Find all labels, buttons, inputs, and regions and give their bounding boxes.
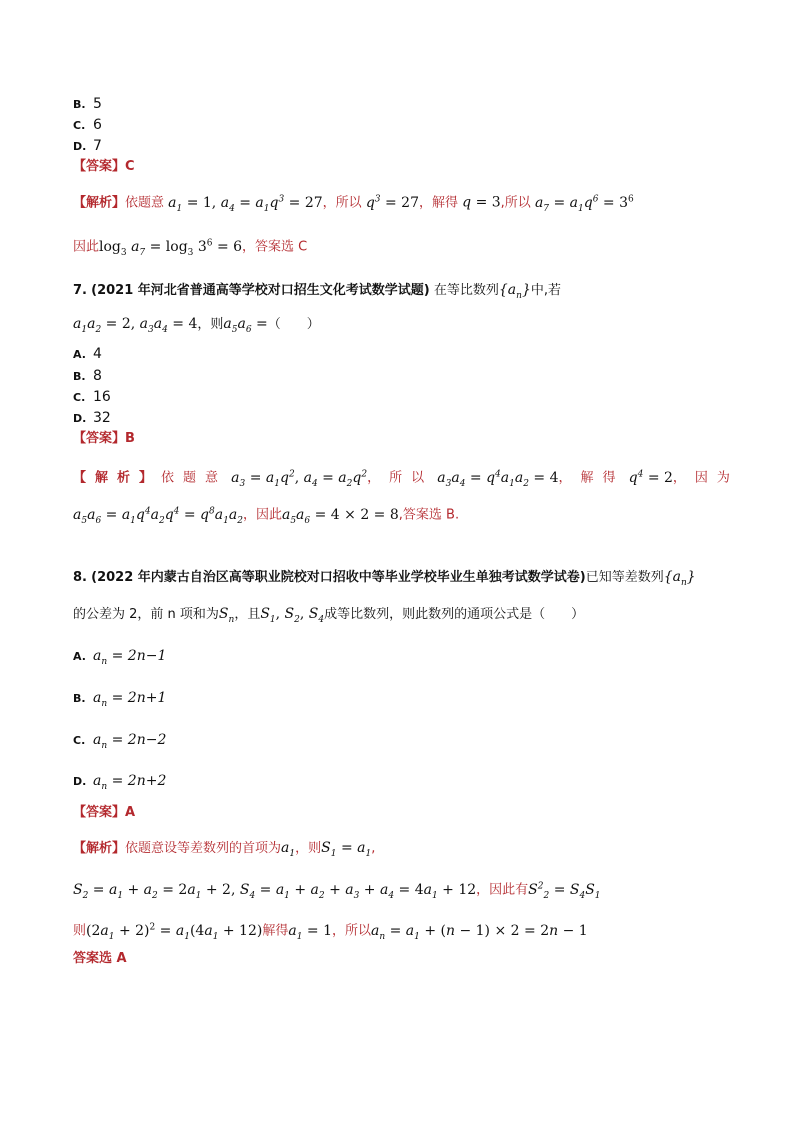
analysis-label: 【解析】 — [73, 195, 126, 211]
question-source: (2022 年内蒙古自治区高等职业院校对口招收中等毕业学校毕业生单独考试数学试卷) — [91, 570, 586, 585]
answer-label: 【答案】 — [73, 431, 126, 446]
option-value: 2n−2 — [127, 732, 167, 748]
formula: $a_n = 2n-1$ — [93, 648, 167, 667]
formula: $a_1a_2 = 2$, $a_3a_4 = 4$ — [73, 316, 198, 335]
analysis-text: ，则 — [295, 841, 322, 856]
question-number: 7. — [73, 283, 87, 298]
option-letter: D. — [73, 775, 87, 788]
option-letter: C. — [73, 391, 86, 404]
q7-analysis — [73, 465, 739, 492]
analysis-text: ，答案选 C — [242, 239, 308, 255]
q6-conclusion — [73, 234, 307, 261]
formula: $S_n$ — [218, 606, 235, 625]
question-text: 中,若 — [530, 283, 561, 298]
formula: $a_1 = 1$ — [288, 922, 332, 942]
q8-analysis-line3 — [73, 918, 588, 945]
q6-option-c — [73, 116, 102, 135]
analysis-text: 依题意 — [125, 841, 165, 856]
q8-option-c — [73, 731, 166, 755]
q8-answer — [73, 804, 135, 822]
q7-option-b — [73, 367, 102, 386]
formula: $S_1$, $S_2$, $S_4$ — [260, 606, 325, 625]
question-text: 已知等差数列 — [585, 570, 664, 585]
analysis-text: 依题意 — [161, 470, 228, 486]
formula: $a_3 = a_1q^2$, $a_4 = a_2q^2$ — [231, 469, 368, 489]
question-text: （ ） — [267, 317, 320, 332]
q7-option-a — [73, 345, 102, 364]
analysis-label: 【解析】 — [73, 470, 162, 486]
q6-option-b — [73, 95, 102, 114]
formula: $a_3a_4 = q^4a_1a_2 = 4$ — [437, 469, 559, 489]
formula: $S_2 = a_1 + a_2 = 2a_1 + 2$, $S_4 = a_1 + a_2 + a_3 + a_4 = 4a_1 + 12$ — [73, 881, 477, 901]
q8-option-d — [73, 772, 166, 796]
option-letter: B. — [73, 370, 86, 383]
option-letter: B. — [73, 692, 86, 705]
formula: $(2a_1 + 2)^2 = a_1(4a_1 + 12)$ — [86, 922, 263, 942]
q7-stem-line2 — [73, 315, 320, 339]
formula: $a_7 = a_1q^6 = 3^6$ — [534, 194, 634, 214]
option-letter: A. — [73, 348, 86, 361]
analysis-text: ，因为 — [672, 470, 739, 486]
formula: $a_1$ — [281, 840, 296, 859]
analysis-text: ，解得 — [558, 470, 625, 486]
formula: $S^2_2 = S_4S_1$ — [528, 881, 601, 901]
analysis-text: 设等差数列的首项为 — [164, 841, 282, 856]
option-letter: C. — [73, 119, 86, 132]
formula: $\{a_n\}$ — [498, 282, 531, 301]
analysis-text: 则 — [73, 923, 87, 939]
question-text: ，则 — [197, 317, 224, 332]
q7-stem — [73, 281, 561, 305]
q8-stem-line2 — [73, 605, 584, 629]
analysis-text: ,所以 — [500, 195, 531, 211]
q6-option-d — [73, 137, 102, 156]
question-text: 的公差为 2，前 n 项和为 — [73, 607, 219, 622]
option-value: 2n−1 — [127, 648, 167, 664]
option-letter: C. — [73, 734, 86, 747]
formula: $a_n = 2n+1$ — [93, 690, 167, 709]
q8-analysis-line2 — [73, 877, 601, 904]
option-value: 5 — [93, 96, 102, 112]
question-text: 在等比数列 — [433, 283, 499, 298]
q7-answer — [73, 430, 135, 448]
formula: $a_5a_6$ = — [223, 316, 268, 335]
option-value: 4 — [93, 346, 102, 362]
answer-value: B — [125, 431, 135, 446]
answer-value: A — [125, 805, 136, 820]
analysis-text: ，解得 — [418, 195, 458, 211]
option-letter: D. — [73, 140, 87, 153]
q8-option-b — [73, 689, 166, 713]
formula: $S_1 = a_1$ — [321, 840, 372, 859]
analysis-label: 【解析】 — [73, 841, 126, 856]
analysis-text: 依题意 — [125, 195, 165, 211]
answer-label: 【答案】 — [73, 805, 126, 820]
analysis-text: ，因此有 — [476, 882, 529, 898]
option-value: 7 — [93, 138, 102, 154]
option-value: 2n+2 — [127, 773, 167, 789]
question-number: 8. — [73, 570, 87, 585]
option-value: 2n+1 — [127, 690, 167, 706]
formula: $a_n = 2n+2$ — [93, 773, 167, 792]
analysis-text: ，所以 — [322, 195, 362, 211]
question-text: 成等比数列，则此数列的通项公式是（ ） — [324, 607, 585, 622]
formula: $a_5a_6 = a_1q^4a_2q^4 = q^8a_1a_2$ — [73, 506, 243, 526]
analysis-text: ，所以 — [367, 470, 434, 486]
option-value: 32 — [93, 410, 111, 426]
q6-answer — [73, 158, 135, 176]
formula: q = 3 — [462, 194, 501, 211]
q7-analysis-line2 — [73, 502, 459, 529]
formula: $a_n = 2n-2$ — [93, 732, 167, 751]
formula: $q^4 = 2$ — [628, 469, 673, 486]
q8-conclusion: 答案选 A — [73, 951, 127, 966]
formula: $\log_3 a_7 = \log_3 3^6 = 6$ — [99, 238, 243, 258]
question-text: ，且 — [234, 607, 261, 622]
formula: $a_5a_6 = 4 \times 2 = 8$ — [281, 506, 399, 526]
option-value: 8 — [93, 368, 102, 384]
formula: $\{a_n\}$ — [663, 569, 696, 588]
answer-value: C — [125, 159, 135, 174]
formula: $a_1 = 1$, $a_4 = a_1q^3 = 27$ — [168, 194, 323, 214]
q8-stem — [73, 568, 696, 592]
question-source: (2021 年河北省普通高等学校对口招生文化考试数学试题) — [91, 283, 430, 298]
analysis-text: ，因此 — [242, 507, 282, 523]
option-value: 6 — [93, 117, 102, 133]
q7-option-d — [73, 409, 111, 428]
q7-option-c — [73, 388, 111, 407]
option-letter: A. — [73, 650, 86, 663]
q6-analysis — [73, 190, 634, 217]
option-value: 16 — [93, 389, 111, 405]
formula: $q^3 = 27$ — [365, 194, 419, 211]
analysis-text: ,答案选 B. — [398, 507, 460, 523]
q8-analysis: 【解析】依题意设等差数列的首项为$a_1$，则$S_1 = a_1$, — [73, 840, 376, 859]
option-letter: D. — [73, 412, 87, 425]
analysis-text: 因此 — [73, 239, 100, 255]
q8-option-a — [73, 647, 166, 671]
analysis-text: ，所以 — [332, 923, 372, 939]
formula: $a_n = a_1 + (n - 1) \times 2 = 2n - 1$ — [371, 922, 588, 942]
answer-label: 【答案】 — [73, 159, 126, 174]
analysis-text: 解得 — [262, 923, 289, 939]
option-letter: B. — [73, 98, 86, 111]
